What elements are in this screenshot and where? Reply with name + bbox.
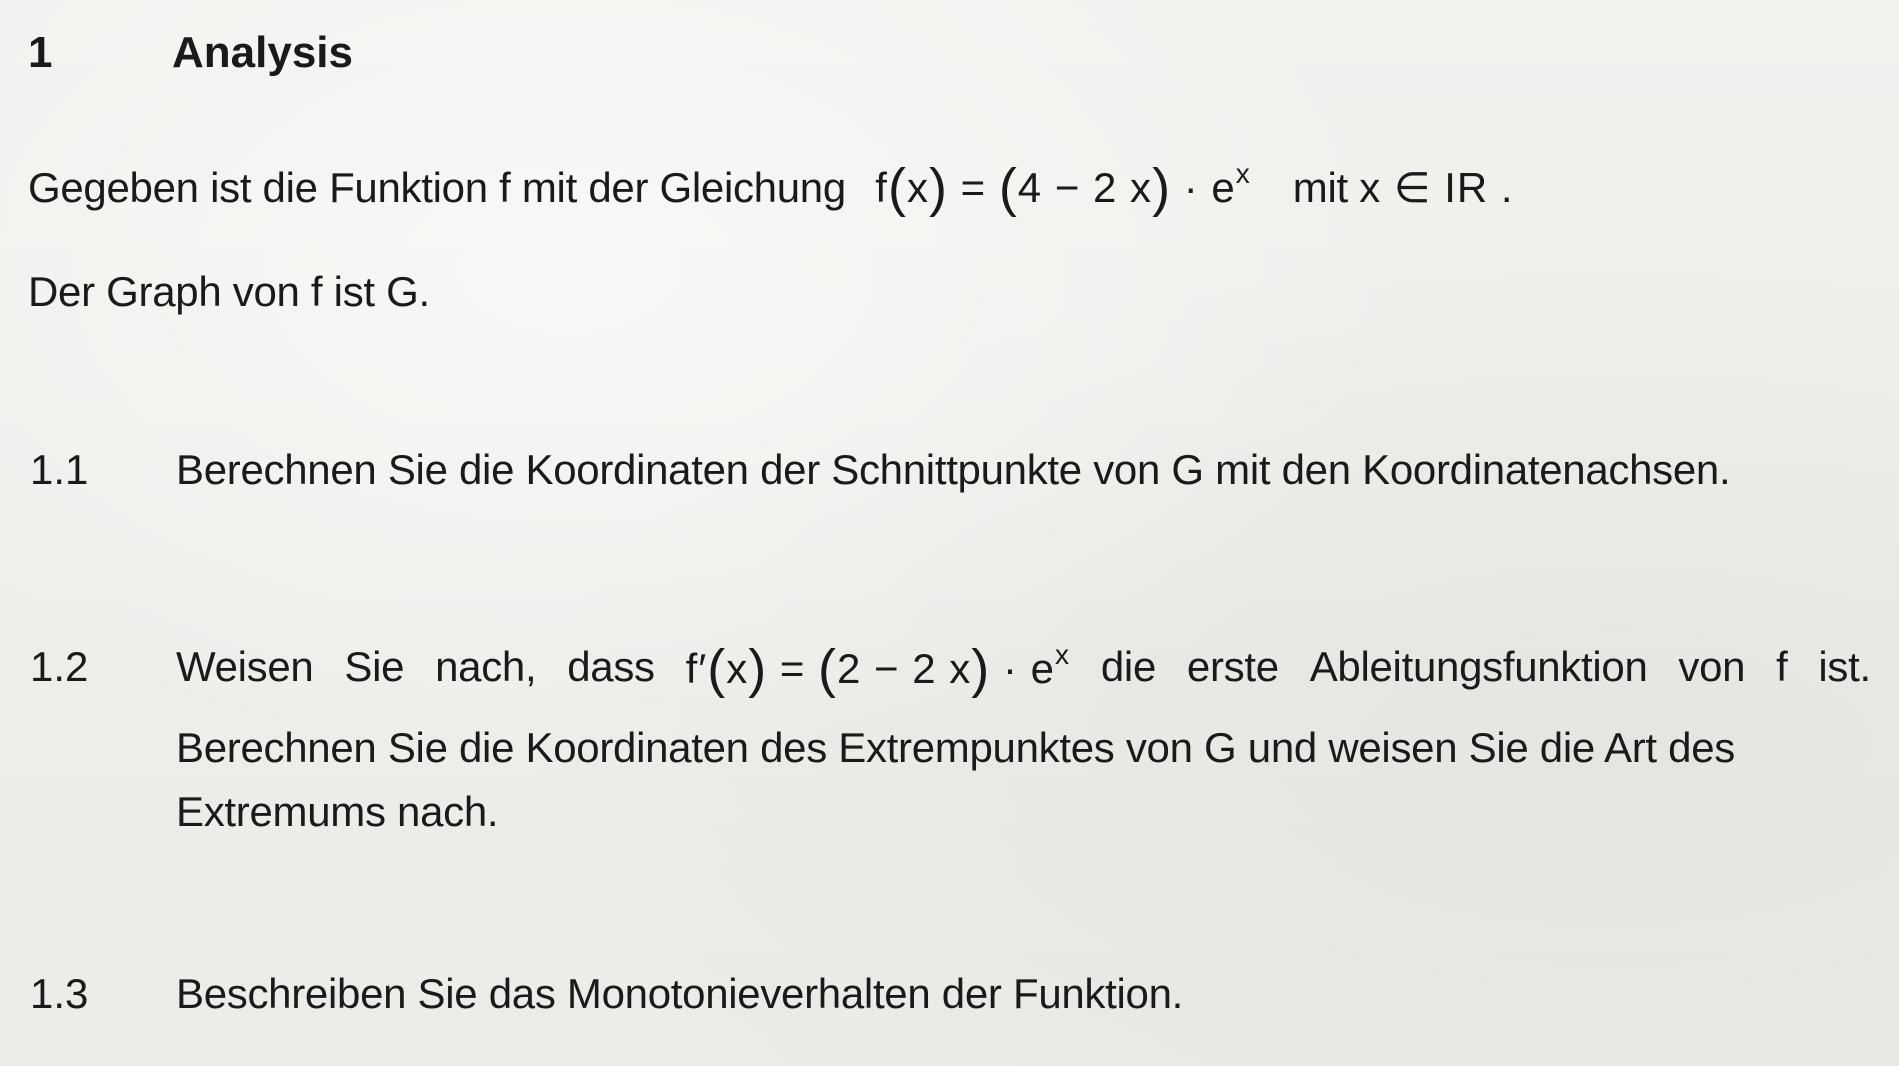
given-prefix: Gegeben ist die Funktion f mit der Gleichung (28, 164, 846, 211)
domain-statement: x ∈ IR . (1359, 164, 1514, 211)
exponential-base: e (1030, 645, 1055, 692)
graph-sentence: Der Graph von f ist G. (28, 268, 430, 315)
task-text-1-2-line-1 (176, 639, 1871, 699)
word: f (1776, 643, 1788, 690)
word: ist. (1818, 643, 1871, 690)
word: von (1678, 643, 1746, 690)
derivative-variable: x (726, 645, 749, 692)
word: dass (567, 643, 655, 690)
exponential-base: e (1211, 164, 1236, 211)
section-number: 1 (28, 28, 53, 77)
equals-sign: = (779, 645, 806, 692)
word: nach, (435, 643, 537, 690)
task-number-1-3: 1.3 (30, 970, 89, 1017)
task-number-1-1: 1.1 (30, 446, 89, 493)
word: Weisen (176, 643, 314, 690)
word: Sie (344, 643, 405, 690)
task-text-1-2-line-3: Extremums nach. (176, 788, 499, 835)
function-variable: x (906, 164, 929, 211)
word: Ableitungsfunktion (1309, 643, 1648, 690)
word: erste (1186, 643, 1279, 690)
section-title: Analysis (172, 28, 353, 77)
task-text-1-2-line-2: Berechnen Sie die Koordinaten des Extrempunktes von G und weisen Sie die Art des (176, 724, 1735, 771)
multiplication-dot: · (1183, 164, 1199, 211)
function-linear-term: 4 − 2 x (1017, 164, 1153, 211)
word: die (1100, 643, 1157, 690)
derivative-equation: f′(x) = (2 − 2 $x) \cdot e^x$ (685, 639, 1070, 699)
derivative-name: f′ (685, 645, 708, 692)
exponent: x (1235, 158, 1251, 189)
exponent: x (1054, 639, 1070, 670)
function-name: f (875, 164, 888, 211)
given-mid-word: mit (1292, 164, 1348, 211)
task-text-1-3: Beschreiben Sie das Monotonieverhalten der Funktion. (176, 970, 1184, 1017)
derivative-linear-term: 2 − 2 x (837, 645, 972, 692)
multiplication-dot: · (1002, 645, 1018, 692)
task-number-1-2: 1.2 (30, 643, 89, 690)
function-equation: f(x) = (4 − 2 $x) \cdot e^x$ (875, 158, 1251, 218)
task-text-1-1: Berechnen Sie die Koordinaten der Schnittpunkte von G mit den Koordinatenachsen. (176, 446, 1731, 493)
equals-sign: = (960, 164, 987, 211)
given-function-sentence (28, 158, 1514, 218)
